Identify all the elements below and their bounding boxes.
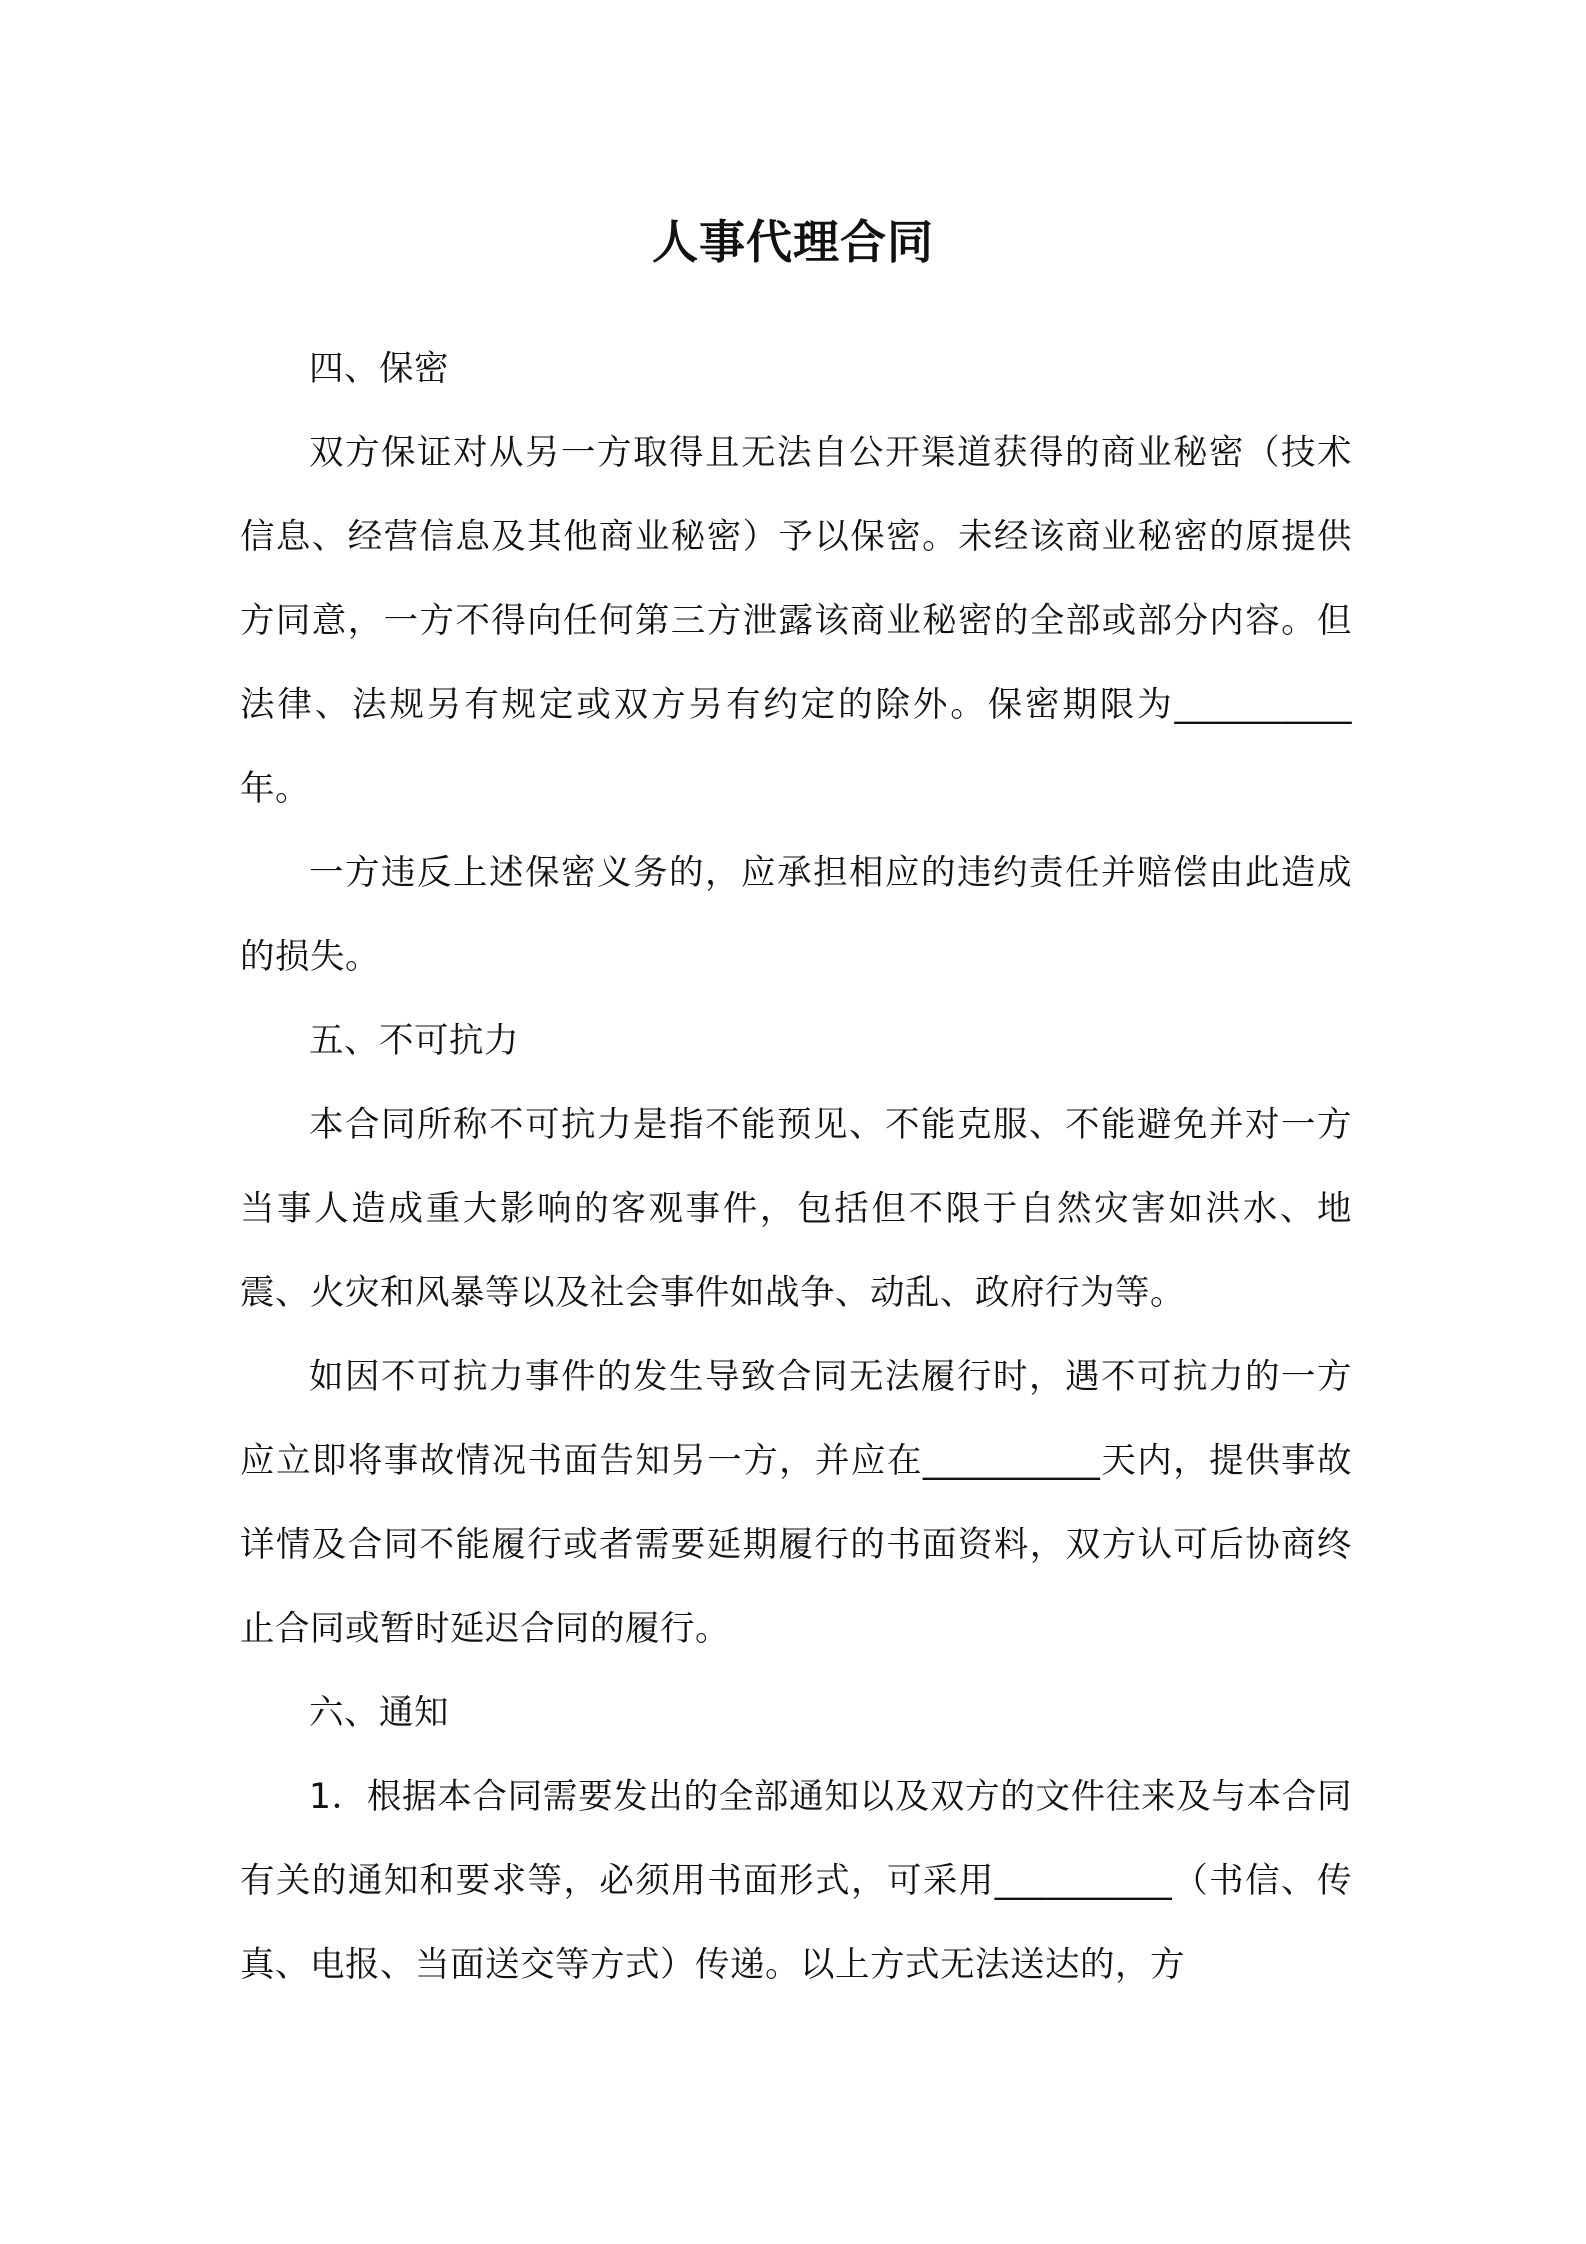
document-title: 人事代理合同 — [652, 215, 934, 269]
force-majeure-paragraph-1: 本合同所称不可抗力是指不能预见、不能克服、不能避免并对一方当事人造成重大影响的客观事件，包括但不限于自然灾害如洪水、地震、火灾和风暴等以及社会事件如战争、动乱、政府行为等。 — [240, 1105, 1352, 1313]
section-heading-force-majeure: 五、不可抗力 — [309, 1021, 519, 1061]
force-majeure-paragraph-2: 如因不可抗力事件的发生导致合同无法履行时，遇不可抗力的一方应立即将事故情况书面告知另一方，并应在__________天内，提供事故详情及合同不能履行或者需要延期履行的书面资料，双方认可后协商终止合同或暂时延迟合同的履行。 — [240, 1357, 1352, 1649]
section-heading-confidentiality: 四、保密 — [309, 349, 449, 389]
notice-paragraph-1: 1．根据本合同需要发出的全部通知以及双方的文件往来及与本合同有关的通知和要求等，必须用书面形式，可采用__________（书信、传真、电报、当面送交等方式）传递。以上方式无法送达的，方 — [240, 1777, 1352, 1985]
confidentiality-paragraph-1: 双方保证对从另一方取得且无法自公开渠道获得的商业秘密（技术信息、经营信息及其他商业秘密）予以保密。未经该商业秘密的原提供方同意，一方不得向任何第三方泄露该商业秘密的全部或部分内容。但法律、法规另有规定或双方另有约定的除外。保密期限为__________年。 — [240, 433, 1352, 809]
confidentiality-paragraph-2: 一方违反上述保密义务的，应承担相应的违约责任并赔偿由此造成的损失。 — [240, 853, 1352, 977]
document-body — [240, 327, 1352, 2007]
section-heading-notice: 六、通知 — [309, 1693, 449, 1733]
